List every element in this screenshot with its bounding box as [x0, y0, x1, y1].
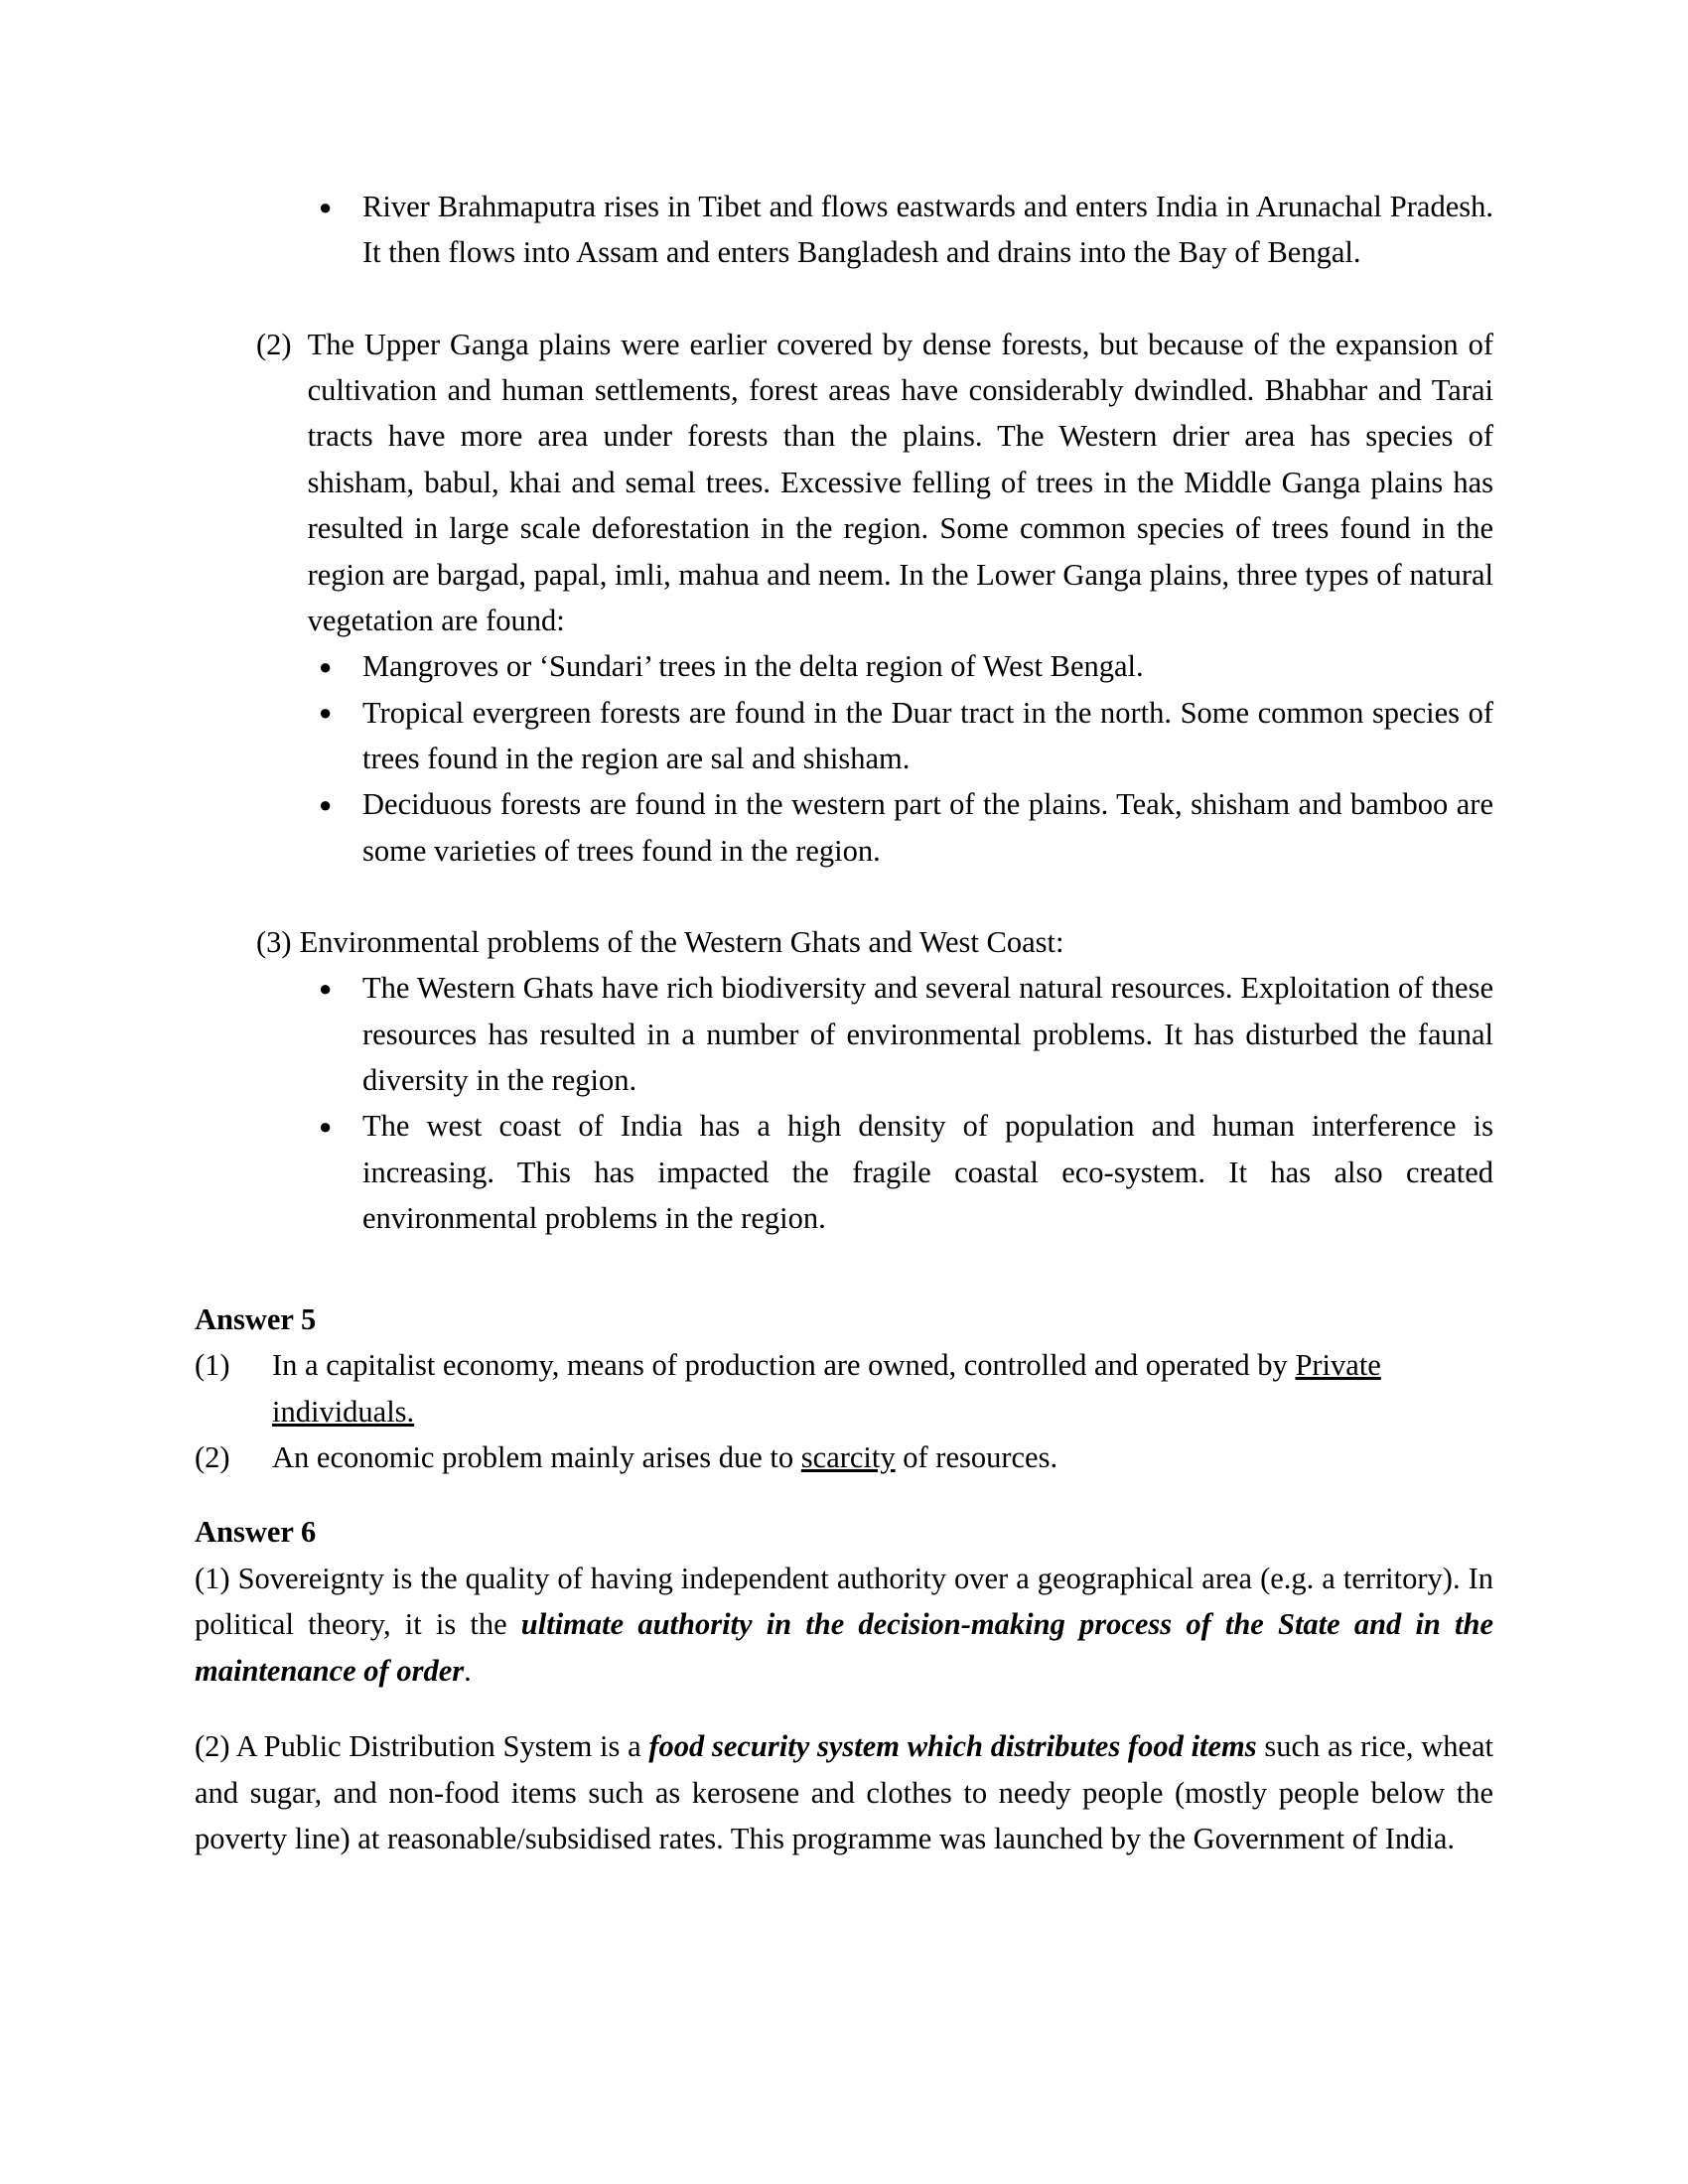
item-marker: (2): [256, 327, 292, 361]
document-body: [195, 184, 1493, 1861]
paragraph-lead: (2) A Public Distribution System is a: [195, 1729, 649, 1764]
spacer: [195, 1694, 1493, 1723]
top-bullet-list: [319, 184, 1493, 276]
list-item: [319, 643, 1493, 689]
item-text-tail: of resources.: [895, 1440, 1058, 1475]
bullet-text: Tropical evergreen forests are found in the Duar tract in the north. Some common species of trees found in the region are sal and shisham.: [362, 695, 1493, 775]
item-text: [272, 1342, 1493, 1434]
numbered-item-3: [256, 919, 1493, 965]
item2-bullet-list: [319, 643, 1493, 874]
emphasis-text: ultimate authority in the decision-making process of the State and in the maintenance of order: [195, 1607, 1493, 1688]
bullet-text: River Brahmaputra rises in Tibet and flows eastwards and enters India in Arunachal Pradesh. It then flows into Assam and enters Bangladesh and drains into the Bay of Bengal.: [362, 190, 1493, 270]
item-marker: (3): [256, 925, 292, 960]
answer-6-heading: Answer 6: [195, 1515, 317, 1550]
answer-6-paragraph-2: [195, 1723, 1493, 1861]
emphasis-text: food security system which distributes food items: [648, 1729, 1257, 1764]
bullet-text: Mangroves or ‘Sundari’ trees in the delta region of West Bengal.: [362, 649, 1144, 684]
answer-5-item-2: [195, 1434, 1493, 1480]
item-marker: (2): [195, 1440, 230, 1475]
spacer: [195, 874, 1493, 919]
item-text: [272, 1434, 1493, 1480]
bullet-icon: ●: [319, 653, 333, 679]
list-item: [319, 184, 1493, 276]
item-text: The Upper Ganga plains were earlier covered by dense forests, but because of the expansion of cultivation and human settlements, forest areas have considerably dwindled. Bhabhar and Tarai tracts have more area under forests than the plains. The Western drier area has species of shisham, babul, khai and semal trees. Excessive felling of trees in the Middle Ganga plains has resulted in large scale deforestation in the region. Some common species of trees found in the region are bargad, papal, imli, mahua and neem. In the Lower Ganga plains, three types of natural vegetation are found:: [307, 327, 1494, 637]
bullet-icon: ●: [319, 975, 333, 1001]
numbered-item-2: [256, 322, 1493, 644]
list-item: [319, 690, 1493, 782]
bullet-icon: ●: [319, 194, 333, 219]
bullet-icon: ●: [319, 700, 333, 726]
bullet-icon: ●: [319, 791, 333, 817]
answer-6-paragraph-1: [195, 1556, 1493, 1694]
paragraph-tail: such as rice, wheat and sugar, and non-food items such as kerosene and clothes to needy people (mostly people below the poverty line) at reasonable/subsidised rates. This programme was launched by the Government of India.: [195, 1729, 1494, 1855]
paragraph-tail: .: [464, 1653, 472, 1688]
answer-5-heading: Answer 5: [195, 1301, 317, 1336]
bullet-text: Deciduous forests are found in the western part of the plains. Teak, shisham and bamboo are some varieties of trees found in the region.: [362, 787, 1493, 868]
item3-bullet-list: [319, 965, 1493, 1241]
spacer: [195, 276, 1493, 322]
spacer: [195, 1242, 1493, 1297]
list-item: [319, 965, 1493, 1103]
item-text: Environmental problems of the Western Ghats and West Coast:: [299, 925, 1064, 960]
answer-5-item-1: [195, 1342, 1493, 1434]
item-text-lead: An economic problem mainly arises due to: [272, 1440, 801, 1475]
item-marker: (1): [195, 1348, 230, 1383]
item-text-lead: In a capitalist economy, means of production are owned, controlled and operated by: [272, 1348, 1296, 1383]
list-item: [319, 781, 1493, 874]
bullet-icon: ●: [319, 1114, 333, 1140]
list-item: [319, 1103, 1493, 1241]
paragraph-lead: (1) Sovereignty is the quality of having independent authority over a geographical area (e.g. a territory). In political theory, it is the: [195, 1562, 1493, 1642]
spacer: [195, 1480, 1493, 1510]
underlined-answer: scarcity: [800, 1440, 896, 1475]
underlined-answer: Private individuals.: [272, 1348, 1381, 1429]
bullet-text: The west coast of India has a high density of population and human interference is increasing. This has impacted the fragile coastal eco-system. It has also created environmental problems in the region.: [362, 1109, 1493, 1236]
bullet-text: The Western Ghats have rich biodiversity and several natural resources. Exploitation of these resources has resulted in a number of environmental problems. It has disturbed the faunal diversity in the region.: [362, 971, 1493, 1098]
